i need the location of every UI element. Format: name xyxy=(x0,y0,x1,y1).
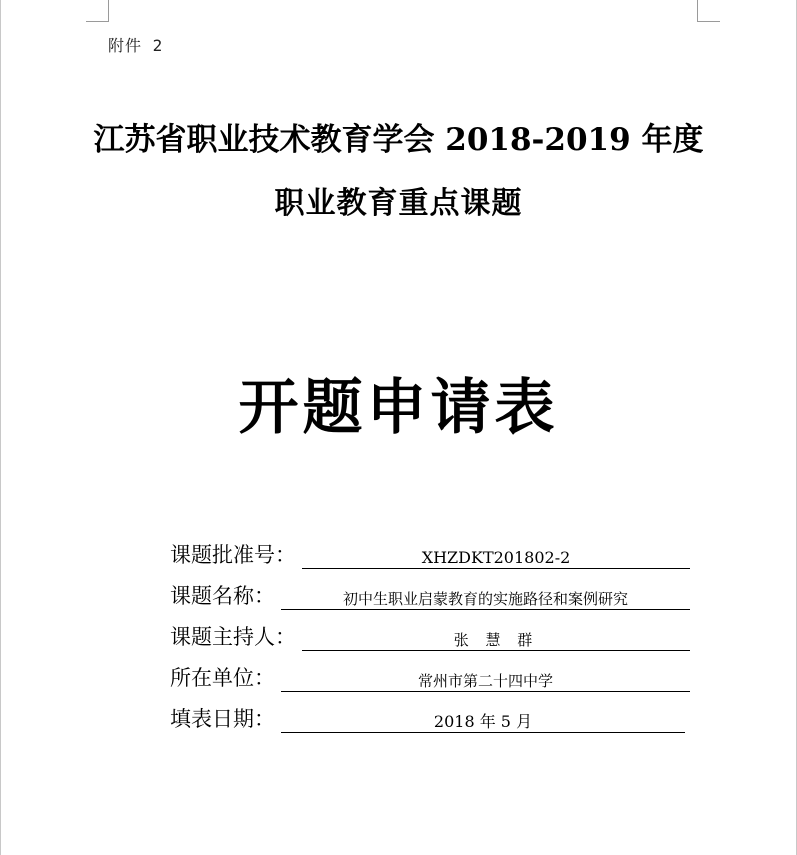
crop-mark-right xyxy=(697,0,720,22)
field-label-date: 填表日期： xyxy=(170,707,275,731)
field-date xyxy=(170,692,690,733)
field-value-topic-name: 初中生职业启蒙教育的实施路径和案例研究 xyxy=(281,592,690,610)
form-fields xyxy=(170,528,690,733)
field-host xyxy=(170,610,690,651)
field-topic-name xyxy=(170,569,690,610)
document-title-line2: 职业教育重点课题 xyxy=(274,186,523,221)
field-label-unit: 所在单位： xyxy=(170,666,275,690)
field-value-approval-no: XHZDKT201802-2 xyxy=(302,550,690,569)
field-approval-no xyxy=(170,528,690,569)
field-label-host: 课题主持人： xyxy=(170,625,296,649)
form-title: 开题申请表 xyxy=(238,373,559,443)
crop-mark-left xyxy=(86,0,109,22)
field-unit xyxy=(170,651,690,692)
field-value-unit: 常州市第二十四中学 xyxy=(281,674,690,692)
document-title-line1: 江苏省职业技术教育学会 2018-2019 年度 xyxy=(93,122,704,158)
field-label-topic-name: 课题名称： xyxy=(170,584,275,608)
field-label-approval-no: 课题批准号： xyxy=(170,543,296,567)
field-value-date: 2018 年 5 月 xyxy=(281,714,685,733)
attachment-label: 附件 2 xyxy=(108,36,164,55)
field-value-host: 张 慧 群 xyxy=(302,633,690,651)
